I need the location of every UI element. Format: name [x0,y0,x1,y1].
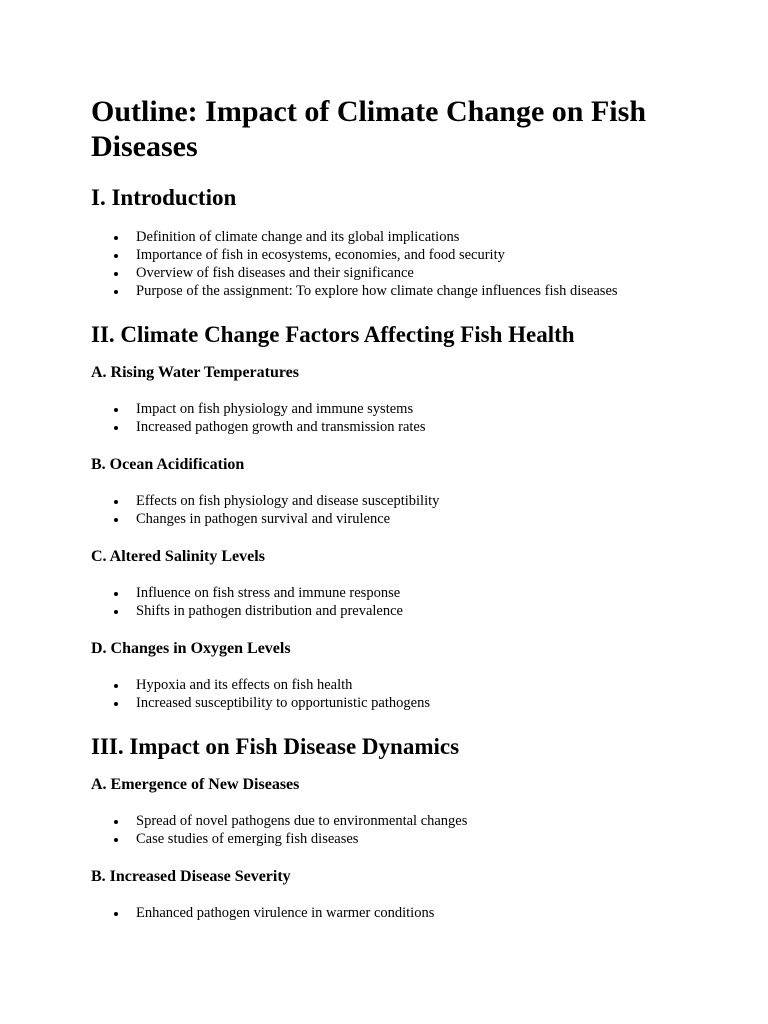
ocean-acidification-list [91,492,691,528]
section-heading-introduction: I. Introduction [91,185,237,210]
disease-severity-list [91,904,691,922]
list-item: Overview of fish diseases and their significance [136,264,691,282]
salinity-list [91,584,691,620]
list-item: Case studies of emerging fish diseases [136,830,691,848]
list-item: Impact on fish physiology and immune systems [136,400,691,418]
list-item: Shifts in pathogen distribution and prevalence [136,602,691,620]
new-diseases-list [91,812,691,848]
list-item: Enhanced pathogen virulence in warmer conditions [136,904,691,922]
introduction-list [91,228,691,300]
document-page [91,94,691,922]
section-heading-dynamics: III. Impact on Fish Disease Dynamics [91,734,460,759]
list-item: Effects on fish physiology and disease susceptibility [136,492,691,510]
list-item: Purpose of the assignment: To explore how climate change influences fish diseases [136,282,691,300]
list-item: Influence on fish stress and immune response [136,584,691,602]
list-item: Hypoxia and its effects on fish health [136,676,691,694]
subsection-heading-salinity: C. Altered Salinity Levels [91,548,265,565]
list-item: Spread of novel pathogens due to environmental changes [136,812,691,830]
subsection-heading-new-diseases: A. Emergence of New Diseases [91,776,300,793]
list-item: Changes in pathogen survival and virulence [136,510,691,528]
subsection-heading-oxygen: D. Changes in Oxygen Levels [91,640,291,657]
subsection-heading-rising-temperatures: A. Rising Water Temperatures [91,364,300,381]
list-item: Importance of fish in ecosystems, economies, and food security [136,246,691,264]
oxygen-list [91,676,691,712]
list-item: Increased pathogen growth and transmission rates [136,418,691,436]
subsection-heading-disease-severity: B. Increased Disease Severity [91,868,291,885]
rising-temperatures-list [91,400,691,436]
list-item: Increased susceptibility to opportunistic pathogens [136,694,691,712]
list-item: Definition of climate change and its global implications [136,228,691,246]
document-title: Outline: Impact of Climate Change on Fish Diseases [91,95,646,163]
subsection-heading-ocean-acidification: B. Ocean Acidification [91,456,245,473]
section-heading-factors: II. Climate Change Factors Affecting Fish Health [91,322,575,347]
